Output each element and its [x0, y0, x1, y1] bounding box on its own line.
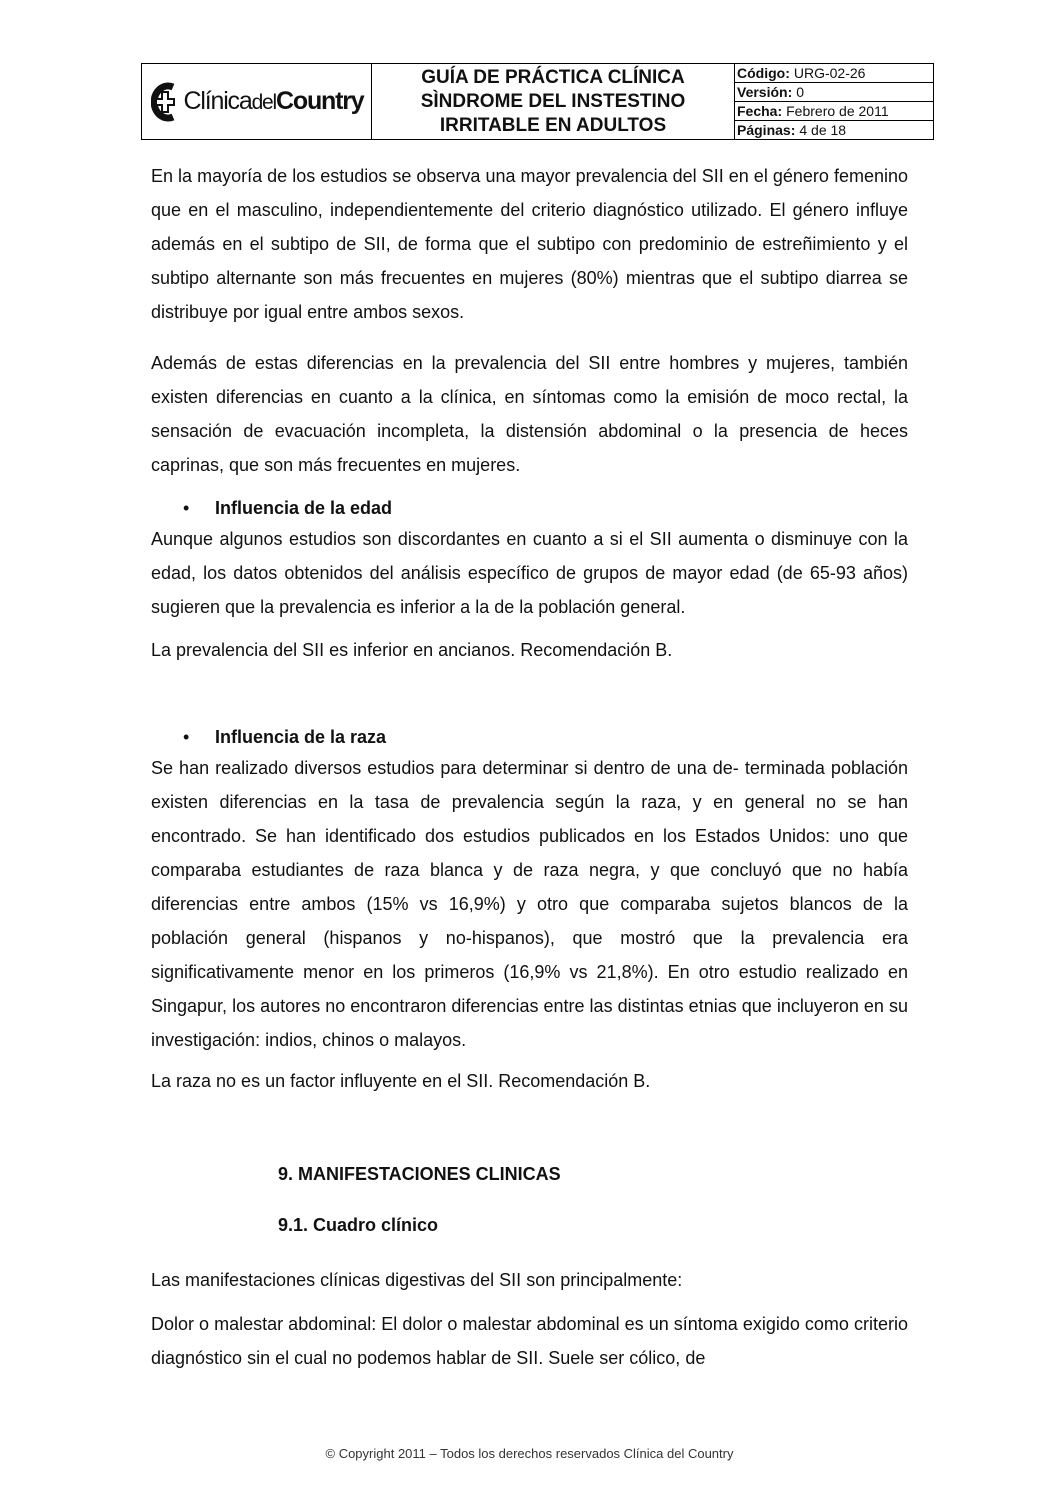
- paragraph-age-studies: Aunque algunos estudios son discordantes en cuanto a si el SII aumenta o disminuye con la edad, los datos obtenidos del análisis específico de grupos de mayor edad (de 65-93 años) sugieren que la prevalencia es inferior a la de la población general.: [151, 529, 908, 617]
- guide-title: [372, 64, 735, 139]
- meta-fecha-label: Fecha:: [737, 103, 783, 119]
- meta-codigo-value: URG-02-26: [793, 65, 866, 81]
- guide-title-line-3: IRRITABLE EN ADULTOS: [439, 114, 667, 136]
- meta-fecha: [735, 102, 933, 121]
- bullet-age-influence: [183, 496, 392, 520]
- paragraph-gender-prevalence: En la mayoría de los estudios se observa una mayor prevalencia del SII en el género femenino que en el masculino, independientemente del criterio diagnóstico utilizado. El género influye además en el subtipo de SII, de forma que el subtipo con predominio de estreñimiento y el subtipo alternante son más frecuentes en mujeres (80%) mientras que el subtipo diarrea se distribuye por igual entre ambos sexos.: [151, 166, 908, 322]
- meta-codigo-label: Código:: [737, 65, 790, 81]
- paragraph-manifestations-intro: Las manifestaciones clínicas digestivas del SII son principalmente:: [151, 1270, 683, 1290]
- logo-word-country: Country: [276, 87, 364, 115]
- bullet-race-label: Influencia de la raza: [215, 727, 387, 747]
- logo-word-del: del: [251, 91, 277, 114]
- bullet-race-influence: [183, 725, 386, 749]
- paragraph-race-recommendation: La raza no es un factor influyente en el SII. Recomendación B.: [151, 1071, 651, 1091]
- bullet-dot-icon: •: [183, 498, 190, 518]
- bullet-dot-icon: •: [183, 727, 190, 747]
- section-heading-manifestaciones: 9. MANIFESTACIONES CLINICAS: [278, 1164, 561, 1184]
- copyright-footer: © Copyright 2011 – Todos los derechos reservados Clínica del Country: [325, 1446, 734, 1461]
- meta-version-value: 0: [796, 84, 805, 100]
- bullet-age-label: Influencia de la edad: [215, 498, 393, 518]
- paragraph-abdominal-pain: Dolor o malestar abdominal: El dolor o malestar abdominal es un síntoma exigido como criterio diagnóstico sin el cual no podemos hablar de SII. Suele ser cólico, de: [151, 1314, 908, 1368]
- paragraph-race-studies: Se han realizado diversos estudios para determinar si dentro de una de- terminada población existen diferencias en la tasa de prevalencia según la raza, y en general no se han encontrado. Se han identificado dos estudios publicados en los Estados Unidos: uno que comparaba estudiantes de raza blanca y de raza negra, y que concluyó que no había diferencias entre ambos (15% vs 16,9%) y otro que comparaba sujetos blancos de la población general (hispanos y no-hispanos), que mostró que la prevalencia era significativamente menor en los primeros (16,9% vs 21,8%). En otro estudio realizado en Singapur, los autores no encontraron diferencias entre las distintas etnias que incluyeron en su investigación: indios, chinos o malayos.: [151, 758, 908, 1050]
- meta-codigo: [735, 64, 933, 83]
- meta-paginas: [735, 121, 933, 139]
- clinic-cross-icon: [150, 81, 180, 123]
- meta-fecha-value: Febrero de 2011: [786, 103, 889, 119]
- logo-word-clinica: Clínica: [183, 87, 252, 115]
- subsection-heading-cuadro-clinico: 9.1. Cuadro clínico: [278, 1215, 439, 1235]
- meta-paginas-label: Páginas:: [737, 122, 796, 138]
- guide-title-line-2: SÌNDROME DEL INSTESTINO: [420, 90, 686, 112]
- document-header: [141, 63, 934, 140]
- clinic-logo-text: [184, 87, 364, 116]
- paragraph-age-recommendation: La prevalencia del SII es inferior en ancianos. Recomendación B.: [151, 640, 673, 660]
- meta-version: [735, 83, 933, 102]
- clinic-logo: [142, 64, 372, 139]
- meta-version-label: Versión:: [737, 84, 793, 100]
- paragraph-gender-clinical-differences: Además de estas diferencias en la prevalencia del SII entre hombres y mujeres, también existen diferencias en cuanto a la clínica, en síntomas como la emisión de moco rectal, la sensación de evacuación incompleta, la distensión abdominal o la presencia de heces caprinas, que son más frecuentes en mujeres.: [151, 353, 908, 475]
- document-metadata: [735, 64, 933, 139]
- meta-paginas-value: 4 de 18: [799, 122, 847, 138]
- guide-title-line-1: GUÍA DE PRÁCTICA CLÍNICA: [421, 66, 685, 88]
